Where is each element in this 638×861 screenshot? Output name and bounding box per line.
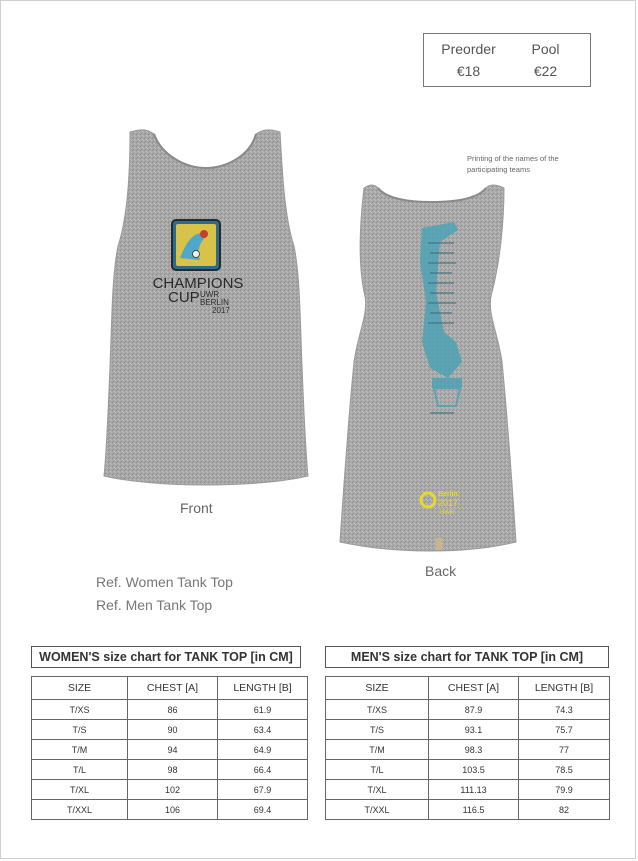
women-length: 69.4 [218, 800, 308, 820]
men-length: 75.7 [519, 720, 610, 740]
women-length: 66.4 [218, 760, 308, 780]
front-logo-berlin: BERLIN [200, 298, 229, 307]
women-size: T/S [32, 720, 128, 740]
men-chest: 116.5 [429, 800, 519, 820]
women-chest: 94 [128, 740, 218, 760]
men-length: 78.5 [519, 760, 610, 780]
table-row [32, 700, 308, 720]
women-length: 64.9 [218, 740, 308, 760]
front-tank-top-image [96, 126, 316, 496]
women-header-length: LENGTH [B] [218, 677, 308, 700]
men-size: T/XS [326, 700, 429, 720]
women-size-table [31, 676, 308, 820]
men-length: 74.3 [519, 700, 610, 720]
men-size: T/M [326, 740, 429, 760]
table-row [32, 800, 308, 820]
men-chest: 98.3 [429, 740, 519, 760]
men-size: T/S [326, 720, 429, 740]
men-header-length: LENGTH [B] [519, 677, 610, 700]
men-chest: 87.9 [429, 700, 519, 720]
table-row [326, 720, 610, 740]
table-row [326, 780, 610, 800]
table-row [32, 760, 308, 780]
women-chest: 98 [128, 760, 218, 780]
preorder-label: Preorder [441, 41, 496, 57]
pool-label: Pool [531, 41, 560, 57]
men-chart-title: MEN'S size chart for TANK TOP [in CM] [325, 646, 609, 668]
back-caption: Back [425, 563, 457, 579]
front-logo-year: 2017 [212, 306, 230, 315]
price-box [423, 33, 591, 87]
women-size: T/XL [32, 780, 128, 800]
table-row [32, 780, 308, 800]
table-row [32, 740, 308, 760]
women-size: T/XS [32, 700, 128, 720]
women-length: 61.9 [218, 700, 308, 720]
table-row [326, 800, 610, 820]
ref-men: Ref. Men Tank Top [96, 597, 213, 613]
men-length: 77 [519, 740, 610, 760]
men-size: T/XL [326, 780, 429, 800]
table-row [32, 720, 308, 740]
table-row [326, 740, 610, 760]
men-size: T/XXL [326, 800, 429, 820]
women-size: T/XXL [32, 800, 128, 820]
men-length: 82 [519, 800, 610, 820]
women-length: 63.4 [218, 720, 308, 740]
table-row [326, 760, 610, 780]
women-header-chest: CHEST [A] [128, 677, 218, 700]
women-size: T/M [32, 740, 128, 760]
front-logo-uwr: UWR [200, 290, 220, 299]
men-size: T/L [326, 760, 429, 780]
women-size: T/L [32, 760, 128, 780]
men-size-table [325, 676, 610, 820]
ref-women: Ref. Women Tank Top [96, 574, 233, 590]
front-logo-text: CHAMPIONS [152, 275, 244, 292]
women-chest: 90 [128, 720, 218, 740]
women-chest: 106 [128, 800, 218, 820]
men-header-row [326, 677, 610, 700]
men-header-size: SIZE [326, 677, 429, 700]
men-chest: 93.1 [429, 720, 519, 740]
back-badge-uwr: UWR [440, 510, 455, 516]
back-badge-city: Berlin [438, 491, 458, 498]
men-chest: 111.13 [429, 780, 519, 800]
women-chest: 86 [128, 700, 218, 720]
printing-note: Printing of the names of the participating teams [467, 154, 559, 174]
men-chest: 103.5 [429, 760, 519, 780]
women-header-row [32, 677, 308, 700]
preorder-price: €18 [456, 63, 481, 79]
front-caption: Front [180, 500, 213, 516]
women-length: 67.9 [218, 780, 308, 800]
pool-price: €22 [533, 63, 558, 79]
table-row [326, 700, 610, 720]
back-tank-top-image [336, 182, 528, 558]
women-chart-title: WOMEN'S size chart for TANK TOP [in CM] [31, 646, 301, 668]
back-badge-year: 2017 [438, 498, 459, 508]
men-length: 79.9 [519, 780, 610, 800]
women-chest: 102 [128, 780, 218, 800]
men-header-chest: CHEST [A] [429, 677, 519, 700]
women-header-size: SIZE [32, 677, 128, 700]
front-logo-cup: CUP [168, 289, 200, 306]
